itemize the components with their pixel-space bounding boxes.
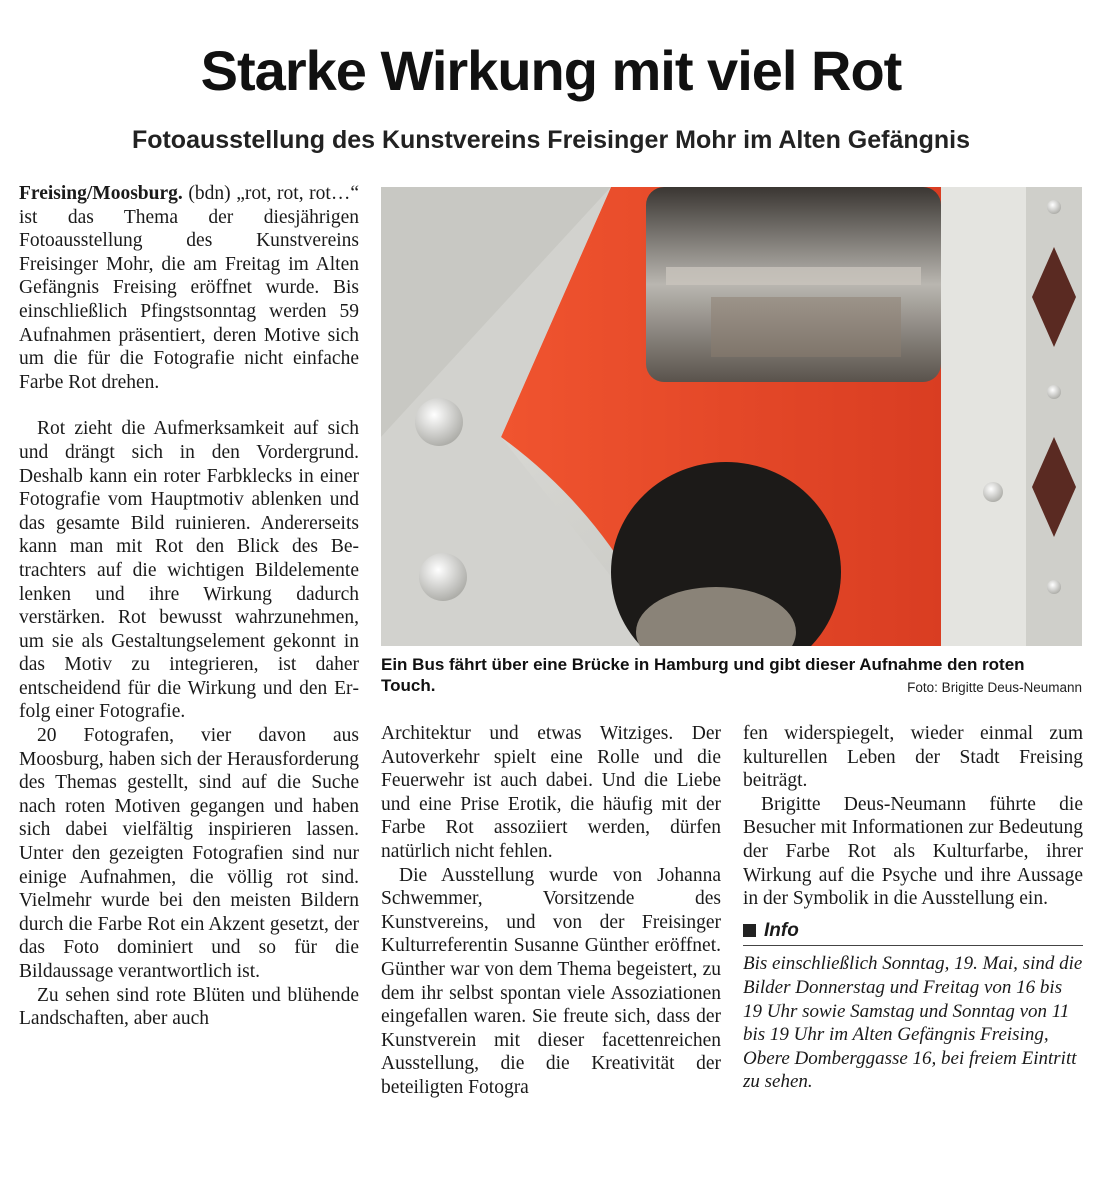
article-column-1	[19, 182, 359, 1031]
window-reflection-lower	[711, 297, 901, 357]
article-paragraph-7: fen widerspiegelt, wieder einmal zum kulturellen Leben der Stadt Freising beiträgt.	[743, 723, 1083, 792]
article-paragraph-8: Brigitte Deus-Neumann führte die Besucher mit Informationen zur Bedeutung der Farbe Rot als Kulturfarbe, ihrer Wirkung auf die Psyche und ihre Aussage in der Symbolik in die Ausstellung ein.	[743, 793, 1083, 910]
info-label: Info	[764, 919, 799, 941]
window-reflection	[666, 267, 921, 285]
rivet-6	[1047, 580, 1061, 594]
info-box-header	[743, 919, 1083, 947]
bridge-post	[941, 187, 1026, 646]
headline: Starke Wirkung mit viel Rot	[200, 39, 902, 102]
info-square-icon	[743, 924, 756, 937]
rivet-4	[1047, 200, 1061, 214]
rivet-3	[983, 482, 1003, 502]
rivet-2	[419, 553, 467, 601]
article-column-2	[381, 722, 721, 1100]
info-box-text: Bis einschließlich Sonntag, 19. Mai, sind die Bilder Donnerstag und Freitag von 16 bis 19 Uhr sowie Samstag und Sonntag von 11 bis 19 Uhr im Alten Gefängnis Freising, Obere Domberggasse 16, bei freiem Eintritt zu sehen.	[743, 953, 1083, 1093]
article-paragraph-1	[19, 182, 359, 394]
photo-caption: Ein Bus fährt über eine Brücke in Hamburg und gibt dieser Aufnahme den roten Touch.	[381, 655, 1025, 695]
rivet-5	[1047, 385, 1061, 399]
photo-credit: Foto: Brigitte Deus-Neumann	[907, 680, 1082, 695]
bus-bridge-photo	[381, 187, 1082, 646]
article-paragraph-5: Architektur und etwas Witziges. Der Autoverkehr spielt eine Rolle und die Feuerwehr ist auch dabei. Und die Liebe und eine Prise Erotik, die häufig mit der Farbe Rot assoziiert werden, dürfen natürlich nicht fehlen.	[381, 723, 721, 862]
paragraph-text: (bdn) „rot, rot, rot…“ ist das Thema der diesjährigen Fotoausstellung des Kunstvereins Freisinger Mohr, die am Freitag im Alten Gefängnis Freising eröffnet wurde. Bis einschließlich Pfingstsonntag werden 59 Aufnahmen präsentiert, deren Motive sich um die für die Fotografie nicht einfache Farbe Rot drehen.	[19, 183, 359, 393]
subheadline: Fotoausstellung des Kunstvereins Freisinger Mohr im Alten Gefängnis	[131, 126, 971, 154]
dateline: Freising/Moosburg.	[19, 183, 183, 204]
article-paragraph-2: Rot zieht die Aufmerksamkeit auf sich und drängt sich in den Vordergrund. Deshalb kann ein roter Farbklecks in einer Fotografie vom Hauptmotiv ablenken und das gesamte Bild ruinieren. Andererseits kann man mit Rot den Blick des Betrachters auf die wichtigen Bildelemente lenken und ihre Wirkung dadurch verstärken. Rot bewusst wahrzunehmen, um sie als Gestaltungselement gekonnt in das Motiv zu integrieren, ist daher entscheidend für die Wirkung und den Erfolg einer Fotografie.	[19, 418, 359, 723]
article-paragraph-4: Zu sehen sind rote Blüten und blühende Landschaften, aber auch	[19, 984, 359, 1030]
article-paragraph-6: Die Ausstellung wurde von Johanna Schwemmer, Vorsitzende des Kunstvereins, und von der Freisinger Kulturreferentin Susanne Günther eröffnet. Günther war von dem Thema begeistert, zu dem ihr selbst spontan viele Assoziationen eingefallen waren. Sie freute sich, dass der Kunstverein mit dieser facettenreichen Ausstellung, die die Kreativität der beteiligten Fotogra	[381, 864, 721, 1098]
article-column-3	[743, 722, 1083, 1094]
rivet-1	[415, 398, 463, 446]
article-photo	[381, 187, 1082, 646]
article-paragraph-3: 20 Fotografen, vier davon aus Moosburg, haben sich der Herausforderung des Themas gestellt, sind auf die Suche nach roten Motiven gegangen und haben sich dabei vielfältig inspirieren lassen. Unter den gezeigten Fotografien sind nur einige Aufnahmen, die völlig rot sind. Vielmehr wurde bei den meisten Bildern durch die Farbe Rot ein Akzent gesetzt, der das Foto dominiert und so für die Bildaussage verantwortlich ist.	[19, 725, 359, 982]
